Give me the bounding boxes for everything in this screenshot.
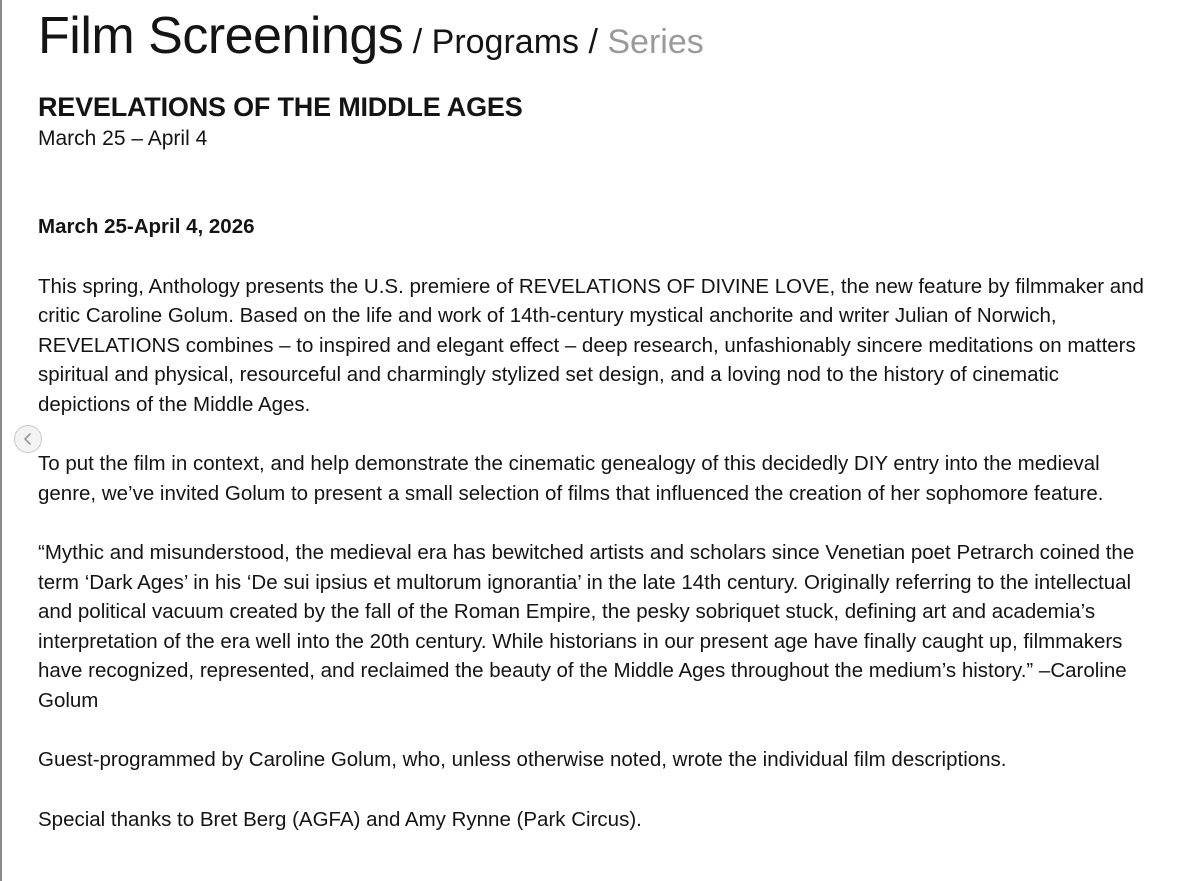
series-dates: March 25 – April 4 — [38, 127, 208, 150]
breadcrumb-series[interactable]: Series — [607, 23, 704, 61]
series-description — [38, 212, 1148, 864]
quote-paragraph: “Mythic and misunderstood, the medieval era has bewitched artists and scholars since Venetian poet Petrarch coined the term ‘Dark Ages’ in his ‘De sui ipsius et multorum ignorantia’ in the late 14th century. Originally referring to the intellectual and political vacuum created by the fall of the Roman Empire, the pesky sobriquet stuck, defining art and academia’s interpretation of the era well into the 20th century. While historians in our present age have finally caught up, filmmakers have recognized, represented, and reclaimed the beauty of the Middle Ages throughout the medium’s history.” –Caroline Golum — [38, 541, 1135, 712]
special-thanks: Special thanks to Bret Berg (AGFA) and Amy Rynne (Park Circus). — [38, 807, 642, 831]
chevron-left-icon — [23, 433, 33, 445]
breadcrumb-film-screenings[interactable]: Film Screenings — [38, 7, 404, 65]
breadcrumb-separator: / — [579, 23, 608, 61]
breadcrumb — [38, 7, 704, 65]
breadcrumb-programs[interactable]: Programs — [431, 23, 580, 61]
left-border — [0, 0, 2, 881]
date-heading: March 25-April 4, 2026 — [38, 215, 255, 238]
intro-paragraph: This spring, Anthology presents the U.S. premiere of REVELATIONS OF DIVINE LOVE, the new feature by filmmaker and critic Caroline Golum. Based on the life and work of 14th-century mystical anchorite and writer Julian of Norwich, REVELATIONS combines – to inspired and elegant effect – deep research, unfashionably sincere meditations on matters spiritual and physical, resourceful and charmingly stylized set design, and a loving nod to the history of cinematic depictions of the Middle Ages. — [38, 274, 1144, 416]
guest-programmer-note: Guest-programmed by Caroline Golum, who, unless otherwise noted, wrote the individual film descriptions. — [38, 748, 1007, 771]
series-title: REVELATIONS OF THE MIDDLE AGES — [38, 92, 523, 122]
context-paragraph: To put the film in context, and help demonstrate the cinematic genealogy of this decidedly DIY entry into the medieval genre, we’ve invited Golum to present a small selection of films that influenced the creation of her sophomore feature. — [38, 452, 1104, 505]
breadcrumb-separator: / — [403, 23, 432, 61]
